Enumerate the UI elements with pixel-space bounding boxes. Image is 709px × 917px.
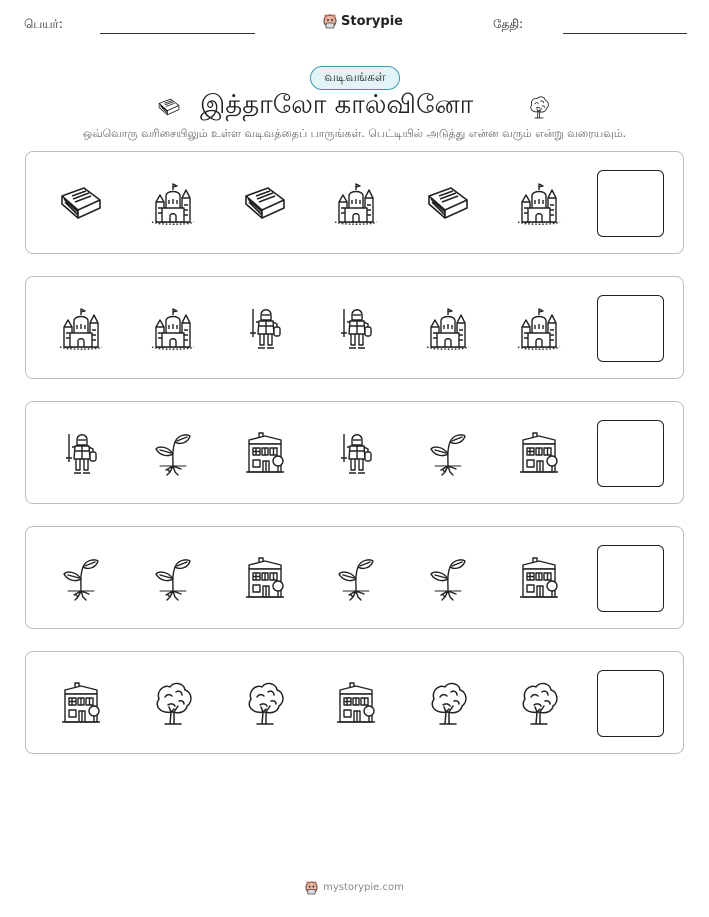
answer-box[interactable] — [597, 670, 664, 737]
answer-box[interactable] — [597, 420, 664, 487]
sprout-icon — [148, 553, 198, 603]
tree-icon — [526, 91, 552, 127]
pattern-row — [25, 151, 684, 254]
book-icon — [154, 94, 184, 124]
title-row — [0, 88, 709, 126]
topic-badge: வடிவங்கள் — [310, 66, 400, 90]
sprout-icon — [56, 553, 106, 603]
sprout-icon — [331, 553, 381, 603]
house-icon — [514, 553, 564, 603]
brand-logo — [323, 13, 403, 29]
date-line — [563, 33, 687, 34]
book-icon — [423, 178, 473, 228]
worksheet-title: இத்தாலோ கால்வினோ — [200, 90, 474, 120]
house-icon — [240, 553, 290, 603]
house-icon — [331, 678, 381, 728]
pattern-row — [25, 526, 684, 629]
castle-icon — [56, 303, 106, 353]
castle-icon — [331, 178, 381, 228]
castle-icon — [148, 178, 198, 228]
answer-box[interactable] — [597, 170, 664, 237]
tree-icon — [148, 678, 198, 728]
house-icon — [240, 428, 290, 478]
knight-icon — [56, 428, 106, 478]
date-label: தேதி: — [493, 17, 524, 31]
pattern-row — [25, 276, 684, 379]
name-line — [100, 33, 255, 34]
castle-icon — [514, 178, 564, 228]
pattern-row — [25, 401, 684, 504]
name-label: பெயர்: — [24, 17, 63, 31]
book-icon — [56, 178, 106, 228]
pattern-row — [25, 651, 684, 754]
book-icon — [240, 178, 290, 228]
castle-icon — [514, 303, 564, 353]
knight-icon — [331, 303, 381, 353]
knight-icon — [240, 303, 290, 353]
storypie-mascot-icon — [305, 880, 318, 895]
answer-box[interactable] — [597, 295, 664, 362]
sprout-icon — [423, 428, 473, 478]
knight-icon — [331, 428, 381, 478]
storypie-mascot-icon — [323, 13, 337, 29]
worksheet-header — [0, 0, 709, 50]
footer-url: mystorypie.com — [323, 882, 404, 893]
castle-icon — [423, 303, 473, 353]
footer — [0, 880, 709, 895]
house-icon — [514, 428, 564, 478]
brand-name: Storypie — [341, 13, 403, 29]
instructions: ஒவ்வொரு வரிசையிலும் உள்ள வடிவத்தைப் பாருங்கள். பெட்டியில் அடுத்து என்ன வரும் என்று வரையவும். — [82, 127, 627, 140]
tree-icon — [514, 678, 564, 728]
sprout-icon — [423, 553, 473, 603]
house-icon — [56, 678, 106, 728]
answer-box[interactable] — [597, 545, 664, 612]
castle-icon — [148, 303, 198, 353]
tree-icon — [240, 678, 290, 728]
tree-icon — [423, 678, 473, 728]
sprout-icon — [148, 428, 198, 478]
